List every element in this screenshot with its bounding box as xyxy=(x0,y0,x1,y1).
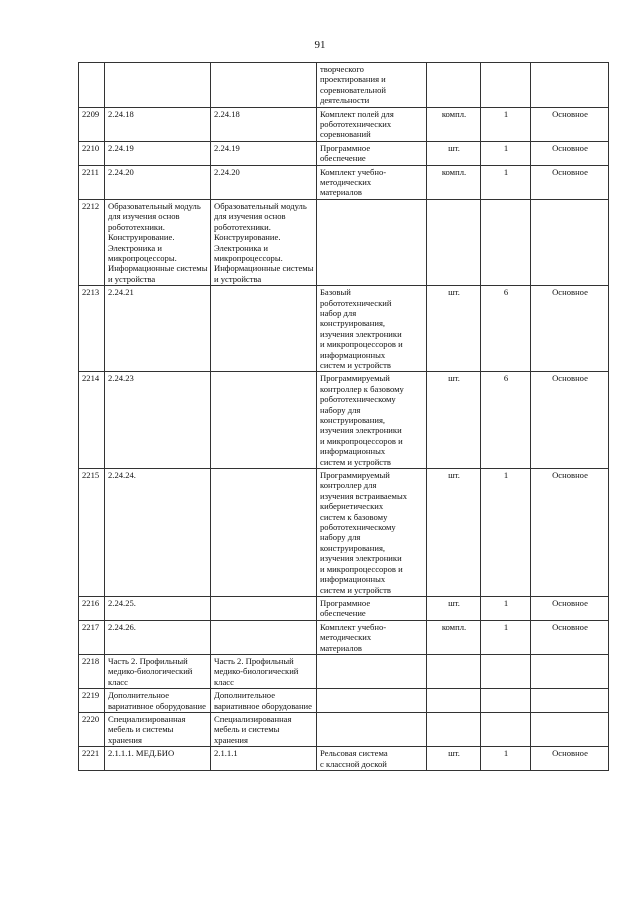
row-number-cell: 2210 xyxy=(79,141,105,165)
catalog-code-cell: 2.24.25. xyxy=(105,596,211,620)
equipment-code-cell: Образовательный модуль для изучения основ робототехники. Конструирование. Электроника и микропроцессоры. Информационные системы и устройства xyxy=(211,199,317,285)
equipment-code-cell xyxy=(211,469,317,597)
catalog-code-cell: 2.24.21 xyxy=(105,286,211,372)
row-number-cell: 2213 xyxy=(79,286,105,372)
unit-cell: шт. xyxy=(427,286,481,372)
row-number-cell: 2219 xyxy=(79,689,105,713)
catalog-code-cell: Часть 2. Профильный медико-биологический класс xyxy=(105,654,211,688)
equipment-type-cell xyxy=(531,654,609,688)
quantity-cell: 1 xyxy=(481,165,531,199)
item-name-cell: Комплект учебно- методических материалов xyxy=(317,165,427,199)
equipment-code-cell: 2.24.19 xyxy=(211,141,317,165)
unit-cell: компл. xyxy=(427,107,481,141)
equipment-type-cell: Основное xyxy=(531,596,609,620)
item-name-cell xyxy=(317,654,427,688)
quantity-cell: 6 xyxy=(481,286,531,372)
row-number-cell: 2216 xyxy=(79,596,105,620)
quantity-cell xyxy=(481,654,531,688)
equipment-type-cell: Основное xyxy=(531,372,609,469)
table-row xyxy=(79,747,609,771)
item-name-cell: Рельсовая система с классной доской xyxy=(317,747,427,771)
table-row xyxy=(79,620,609,654)
unit-cell xyxy=(427,199,481,285)
quantity-cell: 1 xyxy=(481,141,531,165)
catalog-code-cell: 2.24.18 xyxy=(105,107,211,141)
unit-cell xyxy=(427,712,481,746)
table-row xyxy=(79,286,609,372)
quantity-cell: 1 xyxy=(481,620,531,654)
item-name-cell: Базовый робототехнический набор для конструирования, изучения электроники и микропроцессоров и информационных систем и устройств xyxy=(317,286,427,372)
item-name-cell: Комплект полей для робототехнических соревнований xyxy=(317,107,427,141)
table-row xyxy=(79,712,609,746)
unit-cell: шт. xyxy=(427,372,481,469)
equipment-code-cell: Специализированная мебель и системы хранения xyxy=(211,712,317,746)
unit-cell xyxy=(427,63,481,108)
table-row xyxy=(79,165,609,199)
table-row xyxy=(79,654,609,688)
quantity-cell: 6 xyxy=(481,372,531,469)
row-number-cell: 2212 xyxy=(79,199,105,285)
equipment-code-cell: 2.1.1.1 xyxy=(211,747,317,771)
catalog-code-cell: Образовательный модуль для изучения основ робототехники. Конструирование. Электроника и микропроцессоры. Информационные системы и устройства xyxy=(105,199,211,285)
catalog-code-cell: Дополнительное вариативное оборудование xyxy=(105,689,211,713)
table-row xyxy=(79,107,609,141)
item-name-cell: Программируемый контроллер к базовому робототехническому набору для конструирования, изучения электроники и микропроцессоров и информационных систем и устройств xyxy=(317,372,427,469)
item-name-cell xyxy=(317,712,427,746)
equipment-code-cell: 2.24.18 xyxy=(211,107,317,141)
unit-cell: шт. xyxy=(427,747,481,771)
quantity-cell xyxy=(481,689,531,713)
table-row xyxy=(79,63,609,108)
catalog-code-cell: 2.24.20 xyxy=(105,165,211,199)
equipment-code-cell xyxy=(211,620,317,654)
equipment-code-cell xyxy=(211,63,317,108)
item-name-cell: Программное обеспечение xyxy=(317,596,427,620)
unit-cell xyxy=(427,654,481,688)
equipment-table xyxy=(78,62,609,771)
table-row xyxy=(79,689,609,713)
quantity-cell: 1 xyxy=(481,107,531,141)
row-number-cell: 2217 xyxy=(79,620,105,654)
item-name-cell: Комплект учебно- методических материалов xyxy=(317,620,427,654)
item-name-cell xyxy=(317,199,427,285)
equipment-type-cell: Основное xyxy=(531,469,609,597)
table-row xyxy=(79,199,609,285)
equipment-code-cell xyxy=(211,286,317,372)
quantity-cell: 1 xyxy=(481,469,531,597)
table-row xyxy=(79,469,609,597)
equipment-code-cell xyxy=(211,372,317,469)
catalog-code-cell xyxy=(105,63,211,108)
equipment-type-cell: Основное xyxy=(531,107,609,141)
row-number-cell: 2214 xyxy=(79,372,105,469)
table-row xyxy=(79,596,609,620)
catalog-code-cell: 2.24.23 xyxy=(105,372,211,469)
catalog-code-cell: 2.24.26. xyxy=(105,620,211,654)
item-name-cell xyxy=(317,689,427,713)
equipment-type-cell: Основное xyxy=(531,620,609,654)
row-number-cell xyxy=(79,63,105,108)
quantity-cell xyxy=(481,712,531,746)
catalog-code-cell: Специализированная мебель и системы хранения xyxy=(105,712,211,746)
unit-cell: компл. xyxy=(427,165,481,199)
catalog-code-cell: 2.24.19 xyxy=(105,141,211,165)
equipment-type-cell: Основное xyxy=(531,165,609,199)
page-number: 91 xyxy=(314,39,326,51)
catalog-code-cell: 2.1.1.1. МЕД.БИО xyxy=(105,747,211,771)
row-number-cell: 2215 xyxy=(79,469,105,597)
row-number-cell: 2209 xyxy=(79,107,105,141)
catalog-code-cell: 2.24.24. xyxy=(105,469,211,597)
equipment-type-cell xyxy=(531,689,609,713)
quantity-cell: 1 xyxy=(481,596,531,620)
row-number-cell: 2218 xyxy=(79,654,105,688)
equipment-type-cell xyxy=(531,63,609,108)
equipment-type-cell xyxy=(531,712,609,746)
item-name-cell: творческого проектирования и соревновательной деятельности xyxy=(317,63,427,108)
row-number-cell: 2211 xyxy=(79,165,105,199)
table-row xyxy=(79,372,609,469)
table-body xyxy=(79,63,609,771)
unit-cell: шт. xyxy=(427,469,481,597)
item-name-cell: Программное обеспечение xyxy=(317,141,427,165)
equipment-code-cell: Дополнительное вариативное оборудование xyxy=(211,689,317,713)
quantity-cell xyxy=(481,199,531,285)
quantity-cell xyxy=(481,63,531,108)
equipment-code-cell: Часть 2. Профильный медико-биологический класс xyxy=(211,654,317,688)
unit-cell: шт. xyxy=(427,141,481,165)
unit-cell: шт. xyxy=(427,596,481,620)
equipment-type-cell: Основное xyxy=(531,747,609,771)
unit-cell xyxy=(427,689,481,713)
unit-cell: компл. xyxy=(427,620,481,654)
row-number-cell: 2220 xyxy=(79,712,105,746)
item-name-cell: Программируемый контроллер для изучения встраиваемых кибернетических систем к базовому робототехническому набору для конструирования, изучения электроники и микропроцессоров и информационных систем и устройств xyxy=(317,469,427,597)
table-row xyxy=(79,141,609,165)
row-number-cell: 2221 xyxy=(79,747,105,771)
equipment-type-cell xyxy=(531,199,609,285)
quantity-cell: 1 xyxy=(481,747,531,771)
equipment-type-cell: Основное xyxy=(531,286,609,372)
equipment-type-cell: Основное xyxy=(531,141,609,165)
equipment-code-cell xyxy=(211,596,317,620)
equipment-code-cell: 2.24.20 xyxy=(211,165,317,199)
